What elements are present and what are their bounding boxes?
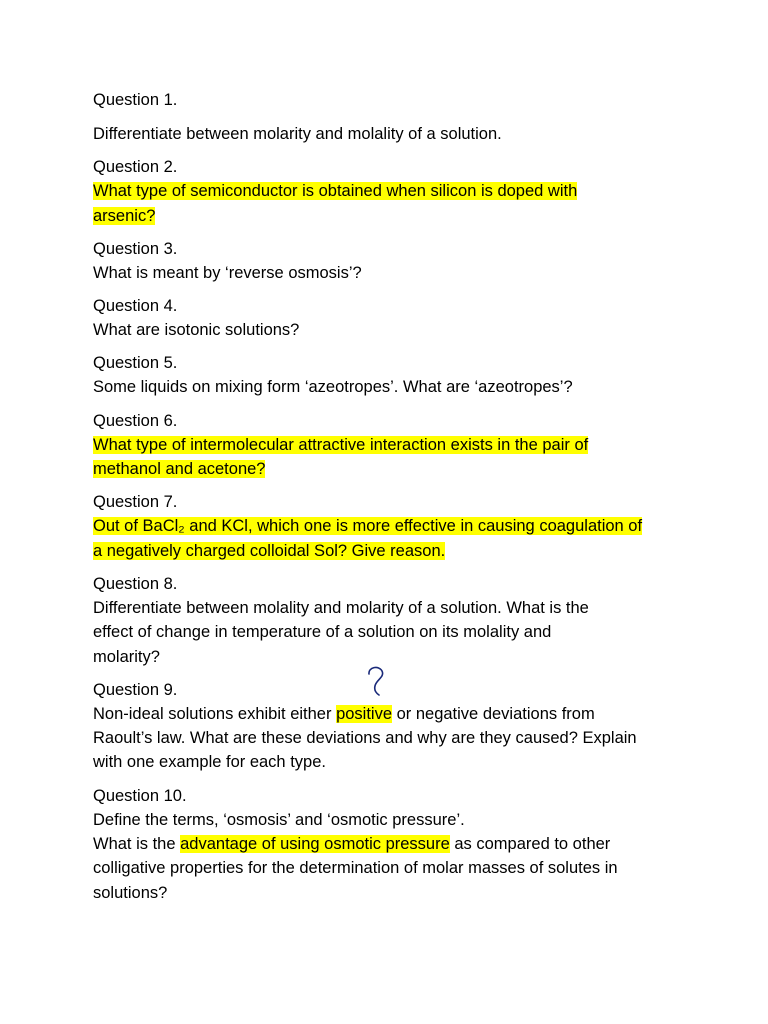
- question-6-label: Question 6.: [93, 411, 178, 430]
- question-2-text: What type of semiconductor is obtained when silicon is doped with arsenic?: [93, 182, 578, 225]
- question-8: [93, 572, 693, 669]
- question-10: [93, 784, 693, 905]
- question-1-label: Question 1.: [93, 91, 178, 109]
- question-10-text: [93, 832, 693, 905]
- question-9-text-before: Non-ideal solutions exhibit either: [93, 704, 337, 723]
- question-10-text-before: What is the: [93, 835, 181, 854]
- question-9-text-after: or negative deviations from Raoult’s law. What are these deviations and why are they caused? Explain with one example for each type.: [93, 704, 637, 772]
- question-9-text: [93, 702, 693, 775]
- question-4-text: What are isotonic solutions?: [93, 321, 300, 340]
- question-5-text: Some liquids on mixing form ‘azeotropes’. What are ‘azeotropes’?: [93, 378, 573, 397]
- question-3-text: What is meant by ‘reverse osmosis’?: [93, 263, 362, 282]
- question-10-label: Question 10.: [93, 786, 187, 805]
- question-9-label: Question 9.: [93, 680, 178, 699]
- question-7: [93, 490, 693, 563]
- question-10-highlight: advantage of using osmotic pressure: [180, 835, 450, 854]
- question-8-label: Question 8.: [93, 574, 178, 593]
- question-6-text: What type of intermolecular attractive interaction exists in the pair of methanol and acetone?: [93, 435, 589, 479]
- question-6: [93, 409, 693, 482]
- question-9-highlight: positive: [336, 704, 393, 723]
- question-7-label: Question 7.: [93, 493, 178, 512]
- question-2: [93, 155, 693, 228]
- question-10-text-after: as compared to other colligative properties for the determination of molar masses of solutes in solutions?: [93, 835, 618, 902]
- question-7-text: Out of BaCl₂ and KCl, which one is more effective in causing coagulation of a negatively charged colloidal Sol? Give reason.: [93, 517, 643, 560]
- question-list: [93, 88, 693, 914]
- question-9: [93, 678, 693, 775]
- question-4: [93, 294, 693, 342]
- question-1: [93, 88, 693, 146]
- question-8-text: Differentiate between molality and molarity of a solution. What is the effect of change in temperature of a solution on its molality and molarity?: [93, 598, 589, 666]
- question-4-label: Question 4.: [93, 297, 178, 316]
- question-10-line1: Define the terms, ‘osmosis’ and ‘osmotic pressure’.: [93, 810, 465, 829]
- question-2-label: Question 2.: [93, 158, 178, 177]
- question-mark-annotation-icon: [362, 664, 392, 698]
- question-5: [93, 351, 693, 399]
- question-1-text: Differentiate between molarity and molality of a solution.: [93, 125, 502, 143]
- question-3-label: Question 3.: [93, 239, 178, 258]
- question-5-label: Question 5.: [93, 354, 178, 373]
- question-3: [93, 237, 693, 285]
